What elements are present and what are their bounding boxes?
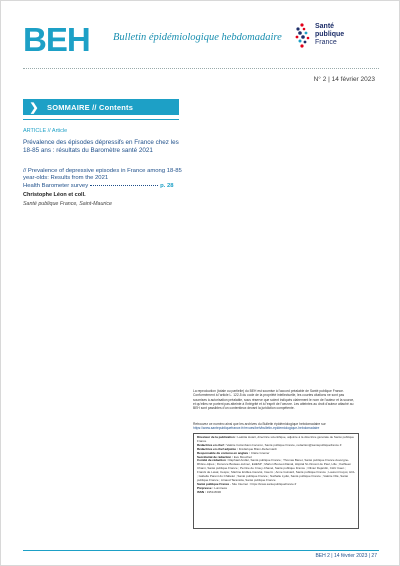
article-title-fr[interactable]: Prévalence des épisodes dépressifs en France chez les 18-85 ans : résultats du Baromètre santé 2021 — [23, 139, 179, 154]
bulletin-title: Bulletin épidémiologique hebdomadaire — [113, 32, 282, 43]
article-affiliation: Santé publique France, Saint-Maurice — [23, 201, 112, 207]
article-title-en-last-line[interactable] — [23, 183, 183, 189]
credit-line: Responsable du contenu en anglais : Claire Grenier — [197, 450, 270, 455]
header-divider — [23, 68, 379, 69]
leader-dots — [90, 185, 158, 186]
reproduction-notice: La reproduction (totale ou partielle) du BEH est soumise à l'accord préalable de Santé publique France. Conformément à l'article L. 122-5 du code de la propriété intellectuelle, les courtes citations ne sont pas soumises à autorisation préalable, sous réserve que soient indiqués clairement le nom de l'auteur et la source, et qu'elles ne portent pas atteinte à l'intégrité et à l'esprit de l'oeuvre. Les atteintes au droit d'auteur attaché au BEH sont passibles d'un contentieux devant la juridiction compétente. — [193, 389, 355, 411]
sante-publique-france-logo — [291, 21, 371, 53]
issue-number: N° 2 | 14 février 2023 — [313, 76, 375, 83]
credit-line: Comité de rédaction : Raphaël Andler, Santé publique France ; Thomas Bénet, Santé publique France Auvergne-Rhône-Alpes ; Florence Bodeau-Livinec, EHESP ; Marion Bouvet-Dianal, Hôpital St-Vincent de Paul, Lille ; Kathleen Chami, Santé publique France ; Perrine de Crouy-Chanel, Santé publique France ; Olivier Dejardin, CHU Caen ; Franck de Laval, Cespa ; Martine Erdiles-Cauviot, Inserm ; Anne Guinard, Santé publique France ; Laurent Guyot, HCL ; Isabelle Parent du Châtelet ; Santé publique France ; Nathalie Lydié, Santé publique France ; Valérie Olié, Santé publique France ; Arnaud Tarantola, Santé publique France — [197, 458, 355, 482]
sante-publique-france-mark-icon — [291, 21, 315, 51]
article-title-en[interactable]: // Prevalence of depressive episodes in France among 18-85 year-olds: Results from the 2021 — [23, 168, 182, 182]
archives-link[interactable]: https://www.santepubliquefrance.fr/revues/beh/bulletin-epidemiologique-hebdomadaire — [193, 426, 320, 431]
publisher-line-1: Santé — [315, 23, 335, 30]
credit-line: Rédactrice en chef : Valérie Colombani-Cocuron, Santé publique France, redaction@santepubliquefrance.fr — [197, 442, 342, 447]
credit-line: Santé publique France - Site Internet : https://www.santepubliquefrance.fr — [197, 481, 297, 486]
article-section-label: ARTICLE // Article — [23, 128, 68, 134]
beh-logo — [23, 23, 109, 53]
sommaire-divider — [23, 119, 179, 120]
sommaire-label: SOMMAIRE // Contents — [47, 102, 134, 112]
credit-line: Directeur de la publication : Laëtitia Huiart, directrice scientifique, adjointe à la directrice générale de Santé publique France — [197, 435, 354, 443]
credit-line: ISSN : 1953-8030 — [197, 489, 222, 494]
beh-logo-text: BEH — [23, 23, 90, 53]
credit-line: Secrétariat de rédaction : Eve Mouchez — [197, 454, 253, 459]
credit-line: Prépresse : Luminess — [197, 485, 228, 490]
archives-text: Retrouvez ce numéro ainsi que les archives du Bulletin épidémiologique hebdomadaire sur — [193, 422, 326, 426]
chevron-right-icon: ❯ — [29, 101, 39, 114]
sommaire-banner — [23, 99, 179, 115]
credit-line: Rédactrice en chef adjointe : Frédérique Biton-Debernardi — [197, 446, 277, 451]
article-page-ref[interactable]: p. 28 — [160, 183, 174, 189]
article-title-en-end: Health Barometer survey — [23, 183, 89, 189]
footer-divider — [23, 550, 379, 551]
archives-notice — [193, 422, 355, 431]
publisher-line-3: France — [315, 39, 337, 46]
page-footer: BEH 2 | 14 février 2023 | 27 — [315, 553, 377, 559]
editorial-credits-box — [193, 433, 359, 529]
publisher-line-2: publique — [315, 31, 345, 38]
article-authors: Christophe Léon et coll. — [23, 192, 86, 198]
